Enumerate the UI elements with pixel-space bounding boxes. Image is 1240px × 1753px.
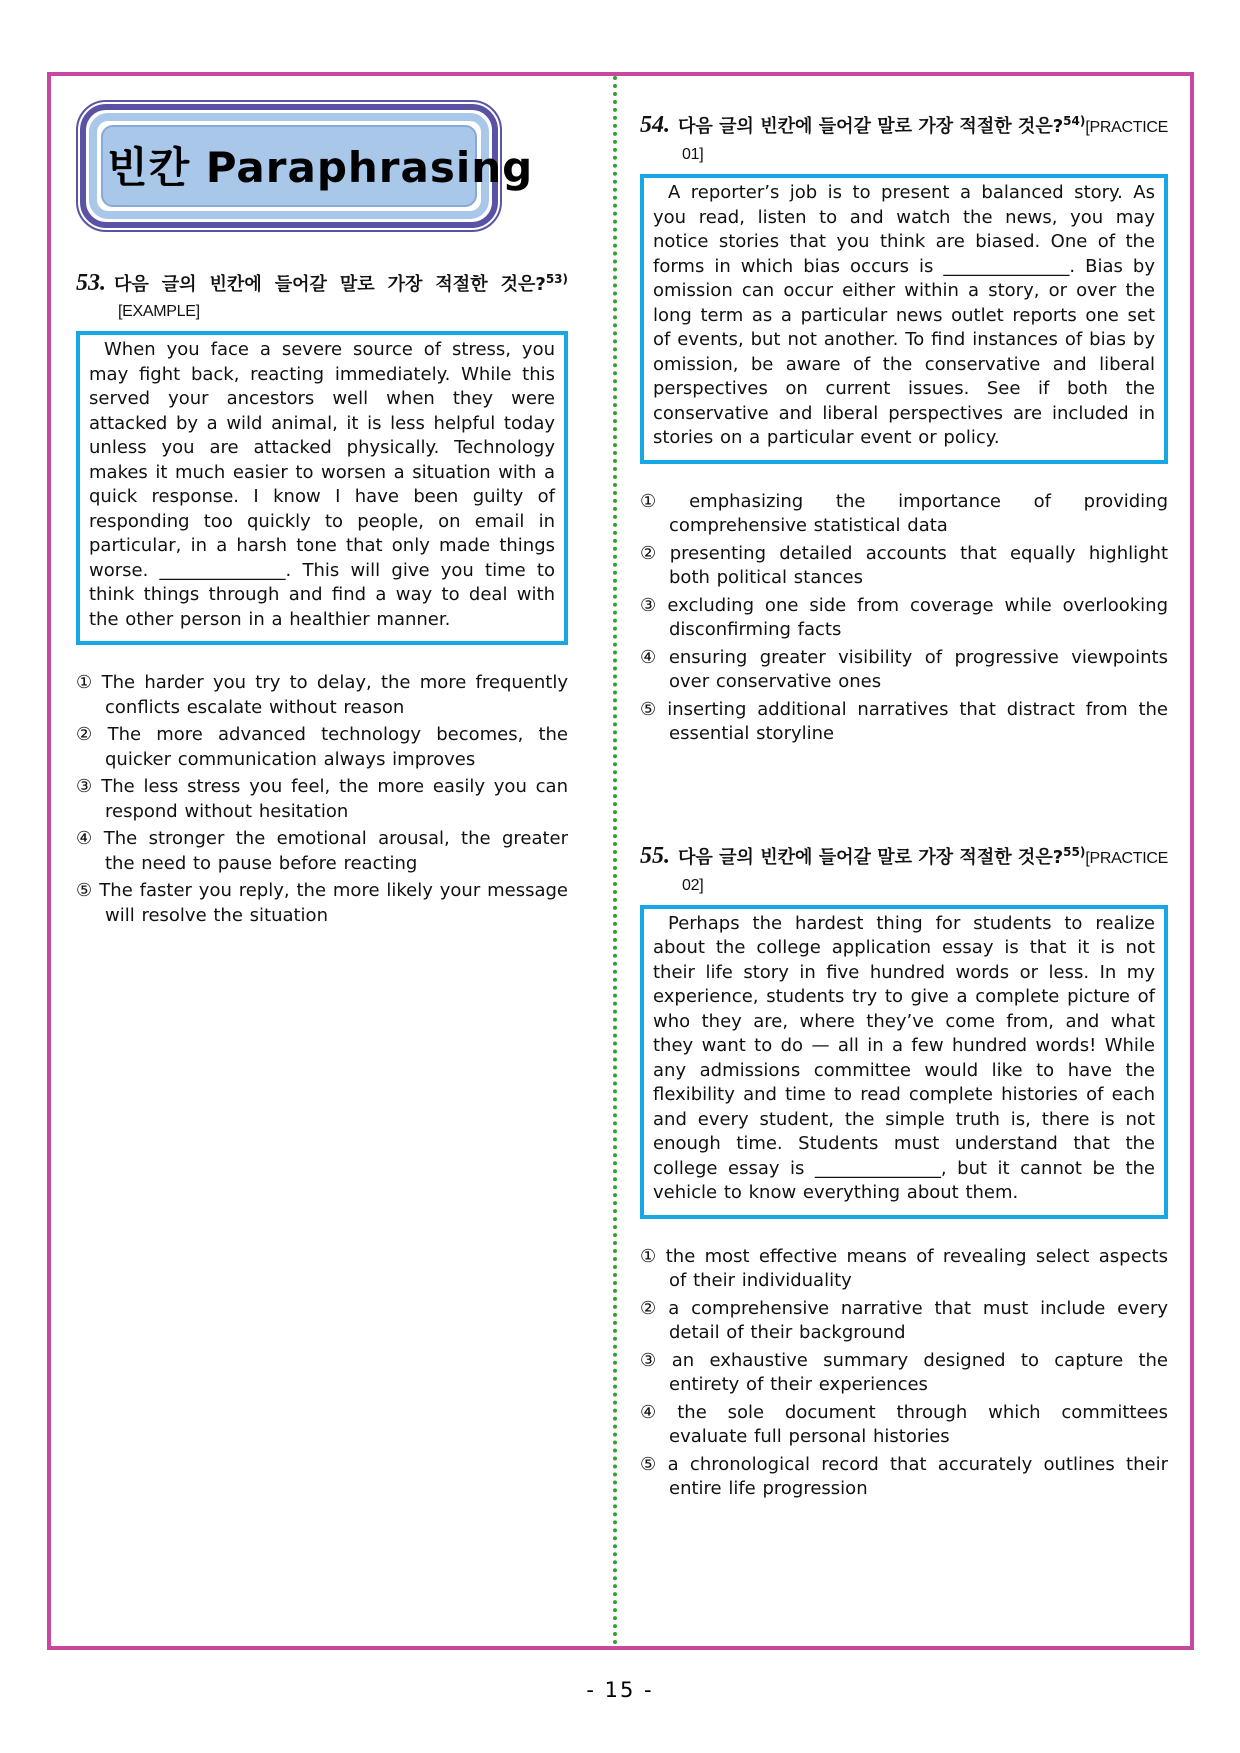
- footnote-ref: 54): [1063, 114, 1086, 128]
- option-2: [640, 1297, 1168, 1346]
- option-text: presenting detailed accounts that equally highlight both political stances: [669, 542, 1169, 588]
- badge-ring-inner: [89, 113, 534, 219]
- option-marker: ⑤: [640, 1453, 661, 1475]
- option-5: [76, 879, 568, 928]
- question-53: [76, 270, 568, 928]
- option-4: [640, 646, 1168, 695]
- option-marker: ①: [640, 490, 683, 512]
- option-3: [76, 775, 568, 824]
- right-column: [640, 112, 1168, 1505]
- left-column: [76, 100, 568, 931]
- option-text: The less stress you feel, the more easily you can respond without hesitation: [101, 776, 568, 822]
- passage-box: [640, 905, 1168, 1219]
- option-marker: ①: [640, 1245, 659, 1267]
- question-prompt: 다음 글의 빈칸에 들어갈 말로 가장 적절한 것은?: [678, 846, 1064, 868]
- footnote-ref: 55): [1063, 844, 1086, 859]
- question-55: [640, 843, 1168, 1502]
- option-marker: ①: [76, 672, 95, 693]
- option-marker: ②: [640, 542, 663, 564]
- passage-box: [640, 174, 1168, 464]
- page-number: - 15 -: [586, 1678, 654, 1702]
- question-prompt: 다음 글의 빈칸에 들어갈 말로 가장 적절한 것은?: [678, 116, 1064, 137]
- question-tag: [EXAMPLE]: [118, 303, 200, 320]
- option-text: The harder you try to delay, the more frequently conflicts escalate without reason: [101, 672, 568, 718]
- question-number: 53.: [76, 270, 106, 296]
- question-53-header: [76, 270, 568, 325]
- option-marker: ⑤: [640, 698, 661, 720]
- option-4: [640, 1401, 1168, 1450]
- question-tag: [PRACTICE 01]: [682, 119, 1168, 163]
- option-text: The stronger the emotional arousal, the greater the need to pause before reacting: [103, 828, 569, 874]
- option-1: [640, 1245, 1168, 1294]
- option-1: [76, 671, 568, 720]
- option-marker: ③: [640, 594, 661, 616]
- option-marker: ④: [76, 828, 97, 849]
- option-marker: ③: [76, 776, 95, 797]
- option-5: [640, 698, 1168, 747]
- option-marker: ②: [640, 1297, 662, 1319]
- option-text: The more advanced technology becomes, the quicker communication always improves: [105, 724, 569, 770]
- option-marker: ⑤: [76, 880, 93, 901]
- option-2: [640, 542, 1168, 591]
- option-text: a chronological record that accurately outlines their entire life progression: [667, 1453, 1168, 1499]
- option-3: [640, 1349, 1168, 1398]
- badge-ring-outer: [80, 104, 534, 228]
- passage-box: [76, 331, 568, 645]
- badge-fill: [101, 125, 534, 207]
- section-title: 빈칸 Paraphrasing: [107, 143, 534, 192]
- question-55-header: [640, 843, 1168, 899]
- option-3: [640, 594, 1168, 643]
- option-marker: ④: [640, 1401, 671, 1423]
- passage-text: A reporter’s job is to present a balanced story. As you read, listen to and watch the news, you may notice stories that you think are biased. One of the forms in which bias occurs is ______________. Bias by omission can occur either within a story, or over the long term as a particular news outlet reports one set of events, but not another. To find instances of bias by omission, be aware of the conservative and liberal perspectives on current issues. See if both the conservative and liberal perspectives are included in stories on a particular event or policy.: [653, 182, 1155, 448]
- option-text: the most effective means of revealing select aspects of their individuality: [665, 1245, 1168, 1291]
- option-1: [640, 490, 1168, 539]
- option-text: ensuring greater visibility of progressive viewpoints over conservative ones: [668, 646, 1168, 692]
- question-number: 54.: [640, 112, 670, 138]
- option-4: [76, 827, 568, 876]
- option-text: an exhaustive summary designed to capture the entirety of their experiences: [669, 1349, 1168, 1395]
- option-marker: ②: [76, 724, 101, 745]
- option-marker: ④: [640, 646, 662, 668]
- option-text: the sole document through which committees evaluate full personal histories: [669, 1401, 1168, 1447]
- section-title-badge: [76, 100, 534, 232]
- passage-text: When you face a severe source of stress, you may fight back, reacting immediately. While this served your ancestors well when they were attacked by a wild animal, it is less helpful today unless you are attacked physically. Technology makes it much easier to worsen a situation with a quick response. I know I have been guilty of responding too quickly to people, on email in particular, in a harsh tone that only made things worse. ______________. This will give you time to think things through and find a way to deal with the other person in a healthier manner.: [89, 339, 555, 630]
- passage-text: Perhaps the hardest thing for students to realize about the college application essay is that it is not their life story in five hundred words or less. In my experience, students try to give a complete picture of who they are, where they’ve come from, and what they want to do — all in a few hundred words! While any admissions committee would like to have the flexibility and time to read complete histories of each and every student, the simple truth is, there is not enough time. Students must understand that the college essay is ______________, but it cannot be the vehicle to know everything about them.: [653, 912, 1155, 1203]
- option-marker: ③: [640, 1349, 665, 1371]
- options-list: [640, 490, 1168, 747]
- option-text: The faster you reply, the more likely your message will resolve the situation: [99, 880, 569, 926]
- options-list: [640, 1245, 1168, 1502]
- option-2: [76, 723, 568, 772]
- question-number: 55.: [640, 842, 670, 869]
- question-54-header: [640, 112, 1168, 168]
- option-text: emphasizing the importance of providing comprehensive statistical data: [669, 490, 1169, 536]
- column-divider: [613, 76, 617, 1646]
- option-text: inserting additional narratives that distract from the essential storyline: [667, 698, 1168, 744]
- options-list: [76, 671, 568, 928]
- question-prompt: 다음 글의 빈칸에 들어갈 말로 가장 적절한 것은?: [114, 274, 546, 295]
- question-tag: [PRACTICE 02]: [682, 849, 1168, 894]
- footnote-ref: 53): [545, 272, 568, 286]
- option-5: [640, 1453, 1168, 1502]
- option-text: a comprehensive narrative that must include every detail of their background: [668, 1297, 1169, 1343]
- option-text: excluding one side from coverage while overlooking disconfirming facts: [667, 594, 1168, 640]
- question-54: [640, 112, 1168, 747]
